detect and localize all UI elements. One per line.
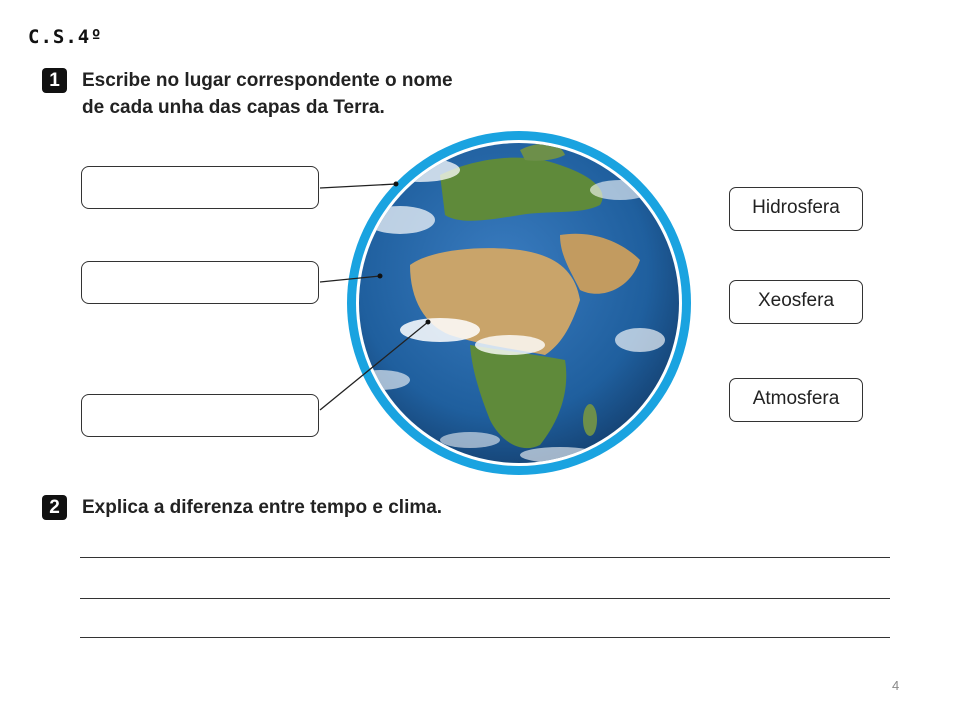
- question-1-number: 1: [42, 68, 67, 93]
- answer-line-2[interactable]: [80, 598, 890, 599]
- word-xeosfera[interactable]: Xeosfera: [729, 280, 863, 324]
- question-1-line-2: de cada unha das capas da Terra.: [82, 97, 385, 118]
- answer-box-3[interactable]: [81, 394, 319, 437]
- answer-line-3[interactable]: [80, 637, 890, 638]
- pointer-line-1: [320, 184, 396, 188]
- word-atmosfera[interactable]: Atmosfera: [729, 378, 863, 422]
- word-hidrosfera[interactable]: Hidrosfera: [729, 187, 863, 231]
- answer-line-1[interactable]: [80, 557, 890, 558]
- question-2-number: 2: [42, 495, 67, 520]
- answer-box-2[interactable]: [81, 261, 319, 304]
- answer-box-1[interactable]: [81, 166, 319, 209]
- page-number: 4: [892, 678, 900, 693]
- question-2-text: Explica a diferenza entre tempo e clima.: [82, 497, 443, 518]
- question-1-line-1: Escribe no lugar correspondente o nome: [82, 70, 453, 91]
- course-header: C.S.4º: [28, 26, 103, 48]
